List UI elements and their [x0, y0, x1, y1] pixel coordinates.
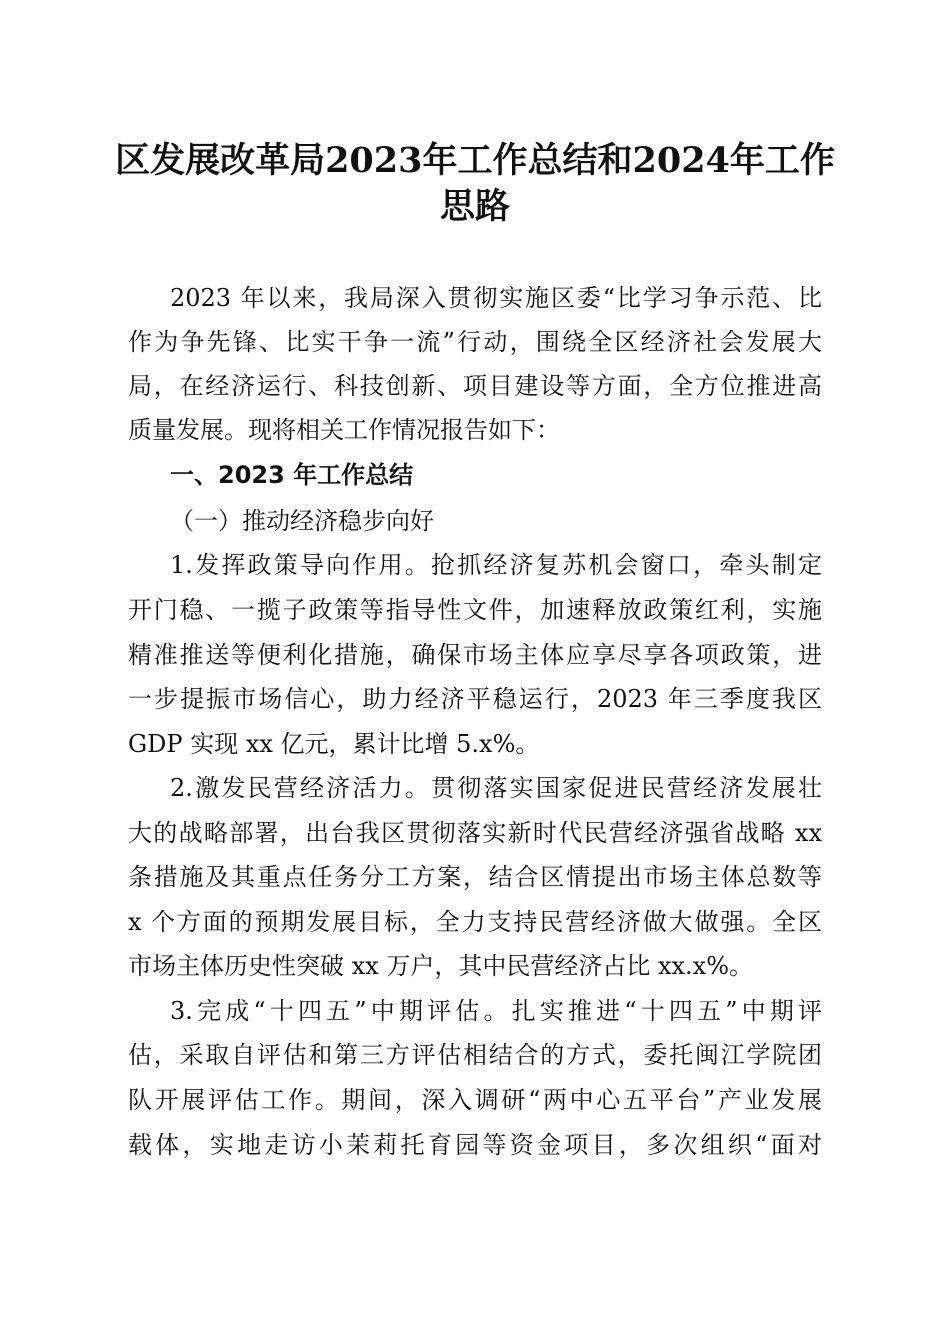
item3-line-4: 载体，实地走访小茉莉托育园等资金项目，多次组织“面对	[128, 1131, 822, 1159]
item1-line-1: 1.发挥政策导向作用。抢抓经济复苏机会窗口，牵头制定	[170, 551, 822, 579]
item3-line-2: 估，采取自评估和第三方评估相结合的方式，委托闽江学院团	[128, 1041, 822, 1069]
intro-line-2: 作为争先锋、比实干争一流”行动，围绕全区经济社会发展大	[128, 328, 822, 356]
item2-line-1: 2.激发民营经济活力。贯彻落实国家促进民营经济发展壮	[170, 774, 822, 802]
item1-line-2: 开门稳、一揽子政策等指导性文件，加速释放政策红利，实施	[128, 596, 822, 624]
document-title-line-2: 思路	[439, 186, 510, 227]
item3-line-3: 队开展评估工作。期间，深入调研“两中心五平台”产业发展	[128, 1086, 822, 1114]
item2-line-2: 大的战略部署，出台我区贯彻落实新时代民营经济强省战略 xx	[128, 819, 822, 847]
subsection-heading: （一）推动经济稳步向好	[170, 507, 434, 535]
item2-line-4: x 个方面的预期发展目标，全力支持民营经济做大做强。全区	[128, 908, 822, 936]
item1-line-4: 一步提振市场信心，助力经济平稳运行，2023 年三季度我区	[128, 685, 822, 713]
item2-line-5: 市场主体历史性突破 xx 万户，其中民营经济占比 xx.x%。	[128, 952, 753, 980]
item3-line-1: 3.完成“十四五”中期评估。扎实推进“十四五”中期评	[170, 997, 822, 1025]
item2-line-3: 条措施及其重点任务分工方案，结合区情提出市场主体总数等	[128, 863, 822, 891]
document-title-line-1: 区发展改革局2023年工作总结和2024年工作	[115, 140, 835, 181]
section-heading: 一、2023 年工作总结	[170, 461, 414, 489]
item1-line-3: 精准推送等便利化措施，确保市场主体应享尽享各项政策，进	[128, 641, 822, 669]
intro-line-4: 质量发展。现将相关工作情况报告如下：	[128, 416, 560, 444]
intro-line-1: 2023 年以来，我局深入贯彻实施区委“比学习争示范、比	[170, 284, 822, 312]
item1-line-5: GDP 实现 xx 亿元，累计比增 5.x%。	[128, 730, 540, 758]
intro-line-3: 局，在经济运行、科技创新、项目建设等方面，全方位推进高	[128, 372, 822, 400]
